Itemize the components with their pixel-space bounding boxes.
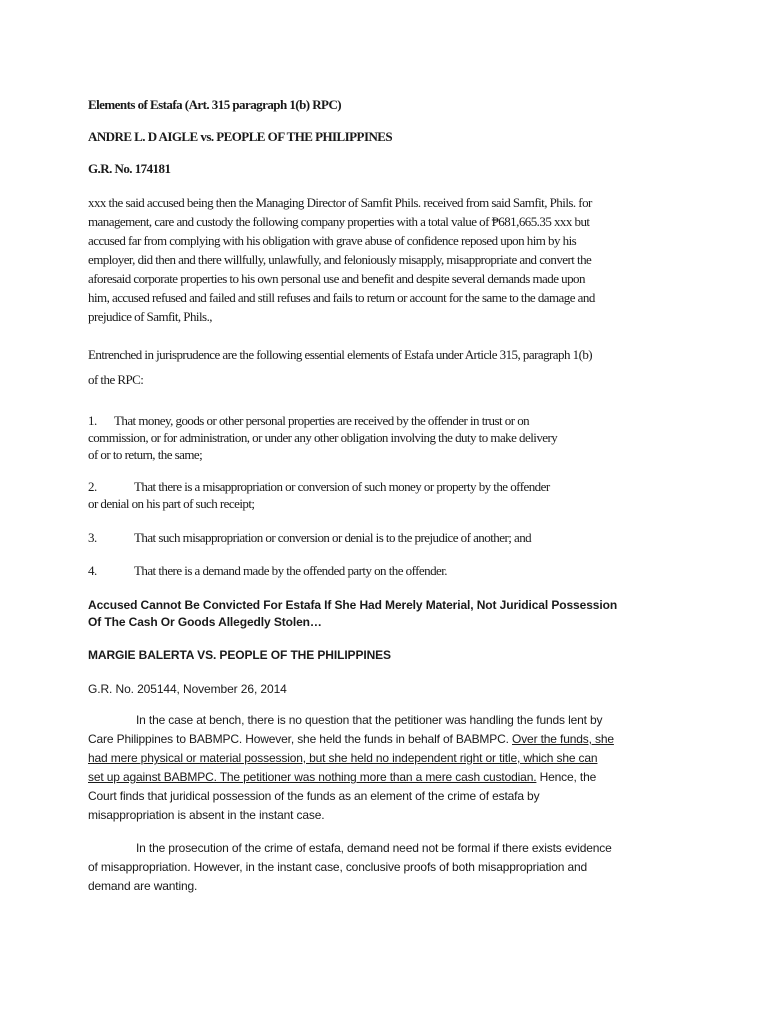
case2-para1-line: Care Philippines to BABMPC. However, she held the funds in behalf of BABMPC. Over the funds, she <box>88 732 614 746</box>
intro-line: of the RPC: <box>88 372 144 387</box>
element-item-1-line: commission, or for administration, or under any other obligation involving the duty to make delivery <box>88 430 558 445</box>
section-heading-line: Accused Cannot Be Convicted For Estafa If She Had Merely Material, Not Juridical Possession <box>88 598 618 612</box>
intro-line: Entrenched in jurisprudence are the following essential elements of Estafa under Article 315, paragraph 1(b) <box>88 347 593 362</box>
case2-gr-number: G.R. No. 205144, November 26, 2014 <box>88 682 287 696</box>
case1-quote-line: employer, did then and there willfully, unlawfully, and feloniously misapply, misappropriate and convert the <box>88 252 592 267</box>
element-item-2-line: 2. That there is a misappropriation or conversion of such money or property by the offender <box>88 479 550 494</box>
case1-quote-line: him, accused refused and failed and still refuses and fails to return or account for the same to the damage and <box>88 290 595 305</box>
element-number: 4. <box>88 563 97 578</box>
case2-para1-line: In the case at bench, there is no question that the petitioner was handling the funds lent by <box>136 713 603 727</box>
case1-quote-line: prejudice of Samfit, Phils., <box>88 309 212 324</box>
case2-para2-line: of misappropriation. However, in the instant case, conclusive proofs of both misappropriation and <box>88 860 588 874</box>
case1-gr-number: G.R. No. 174181 <box>88 161 171 176</box>
element-number: 2. <box>88 479 97 494</box>
element-item-1-line: 1. That money, goods or other personal properties are received by the offender in trust or on <box>88 413 530 428</box>
element-number: 3. <box>88 530 97 545</box>
element-number: 1. <box>88 413 97 428</box>
element-item-2-line: or denial on his part of such receipt; <box>88 496 255 511</box>
case2-para1-line: set up against BABMPC. The petitioner was nothing more than a mere cash custodian. Hence, the <box>88 770 597 784</box>
case1-quote-line: accused far from complying with his obligation with grave abuse of confidence reposed upon him by his <box>88 233 577 248</box>
case1-quote-line: aforesaid corporate properties to his own personal use and benefit and despite several demands made upon <box>88 271 585 286</box>
case1-title: ANDRE L. D AIGLE vs. PEOPLE OF THE PHILIPPINES <box>88 129 393 144</box>
case2-para2-line: In the prosecution of the crime of estafa, demand need not be formal if there exists evidence <box>136 841 612 855</box>
doc-heading-elements: Elements of Estafa (Art. 315 paragraph 1(b) RPC) <box>88 97 342 112</box>
case2-para1-line: had mere physical or material possession, but she held no independent right or title, which she can <box>88 751 598 765</box>
element-item-4-line: 4. That there is a demand made by the offended party on the offender. <box>88 563 448 578</box>
case2-para1-line: misappropriation is absent in the instant case. <box>88 808 325 822</box>
case2-para2-line: demand are wanting. <box>88 879 198 893</box>
section-heading-line: Of The Cash Or Goods Allegedly Stolen… <box>88 615 322 629</box>
case1-quote-line: management, care and custody the following company properties with a total value of ₱681,665.35 xxx but <box>88 214 590 229</box>
case2-para1-line: Court finds that juridical possession of the funds as an element of the crime of estafa by <box>88 789 540 803</box>
case1-quote-line: xxx the said accused being then the Managing Director of Samfit Phils. received from said Samfit, Phils. for <box>88 195 592 210</box>
element-item-3-line: 3. That such misappropriation or conversion or denial is to the prejudice of another; and <box>88 530 532 545</box>
element-item-1-line: of or to return, the same; <box>88 447 203 462</box>
case2-title: MARGIE BALERTA VS. PEOPLE OF THE PHILIPPINES <box>88 648 391 662</box>
